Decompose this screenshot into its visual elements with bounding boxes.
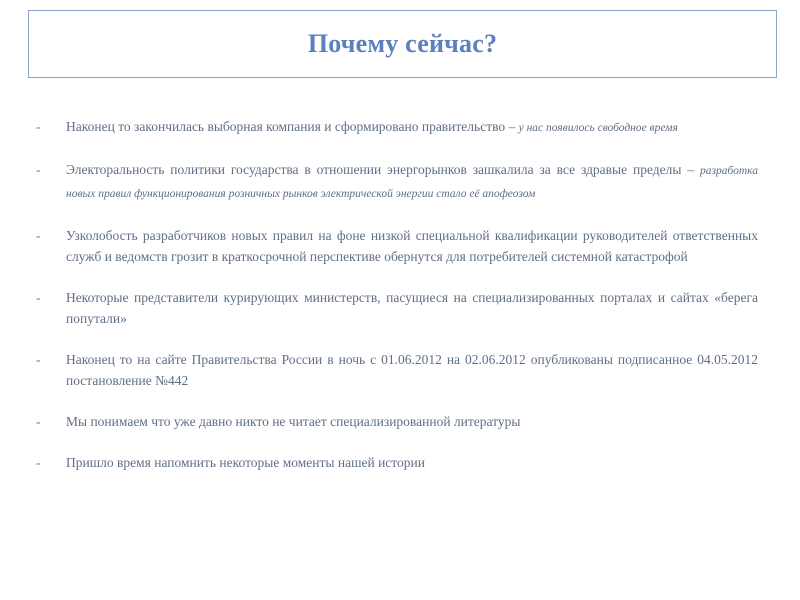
bullet-item: [36, 287, 758, 329]
bullet-marker: -: [36, 352, 41, 367]
bullet-marker: -: [36, 119, 41, 134]
bullet-text: Некоторые представители курирующих министерств, пасущиеся на специализированных порталах и сайтах «берега попутали»: [66, 290, 758, 326]
slide-title: Почему сейчас?: [307, 29, 498, 58]
bullet-item: [36, 116, 758, 139]
bullet-item: [36, 349, 758, 391]
bullet-item: [36, 159, 758, 205]
bullet-text: Мы понимаем что уже давно никто не читает специализированной литературы: [66, 414, 521, 429]
bullet-marker: -: [36, 455, 41, 470]
bullet-item: [36, 225, 758, 267]
bullet-item: [36, 411, 758, 432]
title-box: [28, 10, 777, 78]
bullet-emphasis: разработка новых правил функционирования розничных рынков электрической энергии стало её апофеозом: [66, 165, 758, 200]
bullet-list: [36, 116, 758, 493]
bullet-text: Электоральность политики государства в отношении энергорынков зашкалила за все здравые пределы –: [66, 162, 700, 177]
bullet-marker: -: [36, 414, 41, 429]
bullet-text: Наконец то закончилась выборная компания и сформировано правительство –: [66, 119, 519, 134]
bullet-marker: -: [36, 228, 41, 243]
bullet-emphasis: у нас появилось свободное время: [518, 122, 678, 134]
bullet-item: [36, 452, 758, 473]
bullet-text: Узколобость разработчиков новых правил на фоне низкой специальной квалификации руководителей ответственных служб и ведомств грозит в краткосрочной перспективе обернутся для потребителей системной катастрофой: [66, 228, 758, 264]
bullet-text: Пришло время напомнить некоторые моменты нашей истории: [66, 455, 425, 470]
bullet-marker: -: [36, 290, 41, 305]
bullet-text: Наконец то на сайте Правительства России в ночь с 01.06.2012 на 02.06.2012 опубликованы подписанное 04.05.2012 постановление №442: [66, 352, 758, 388]
bullet-marker: -: [36, 162, 41, 177]
